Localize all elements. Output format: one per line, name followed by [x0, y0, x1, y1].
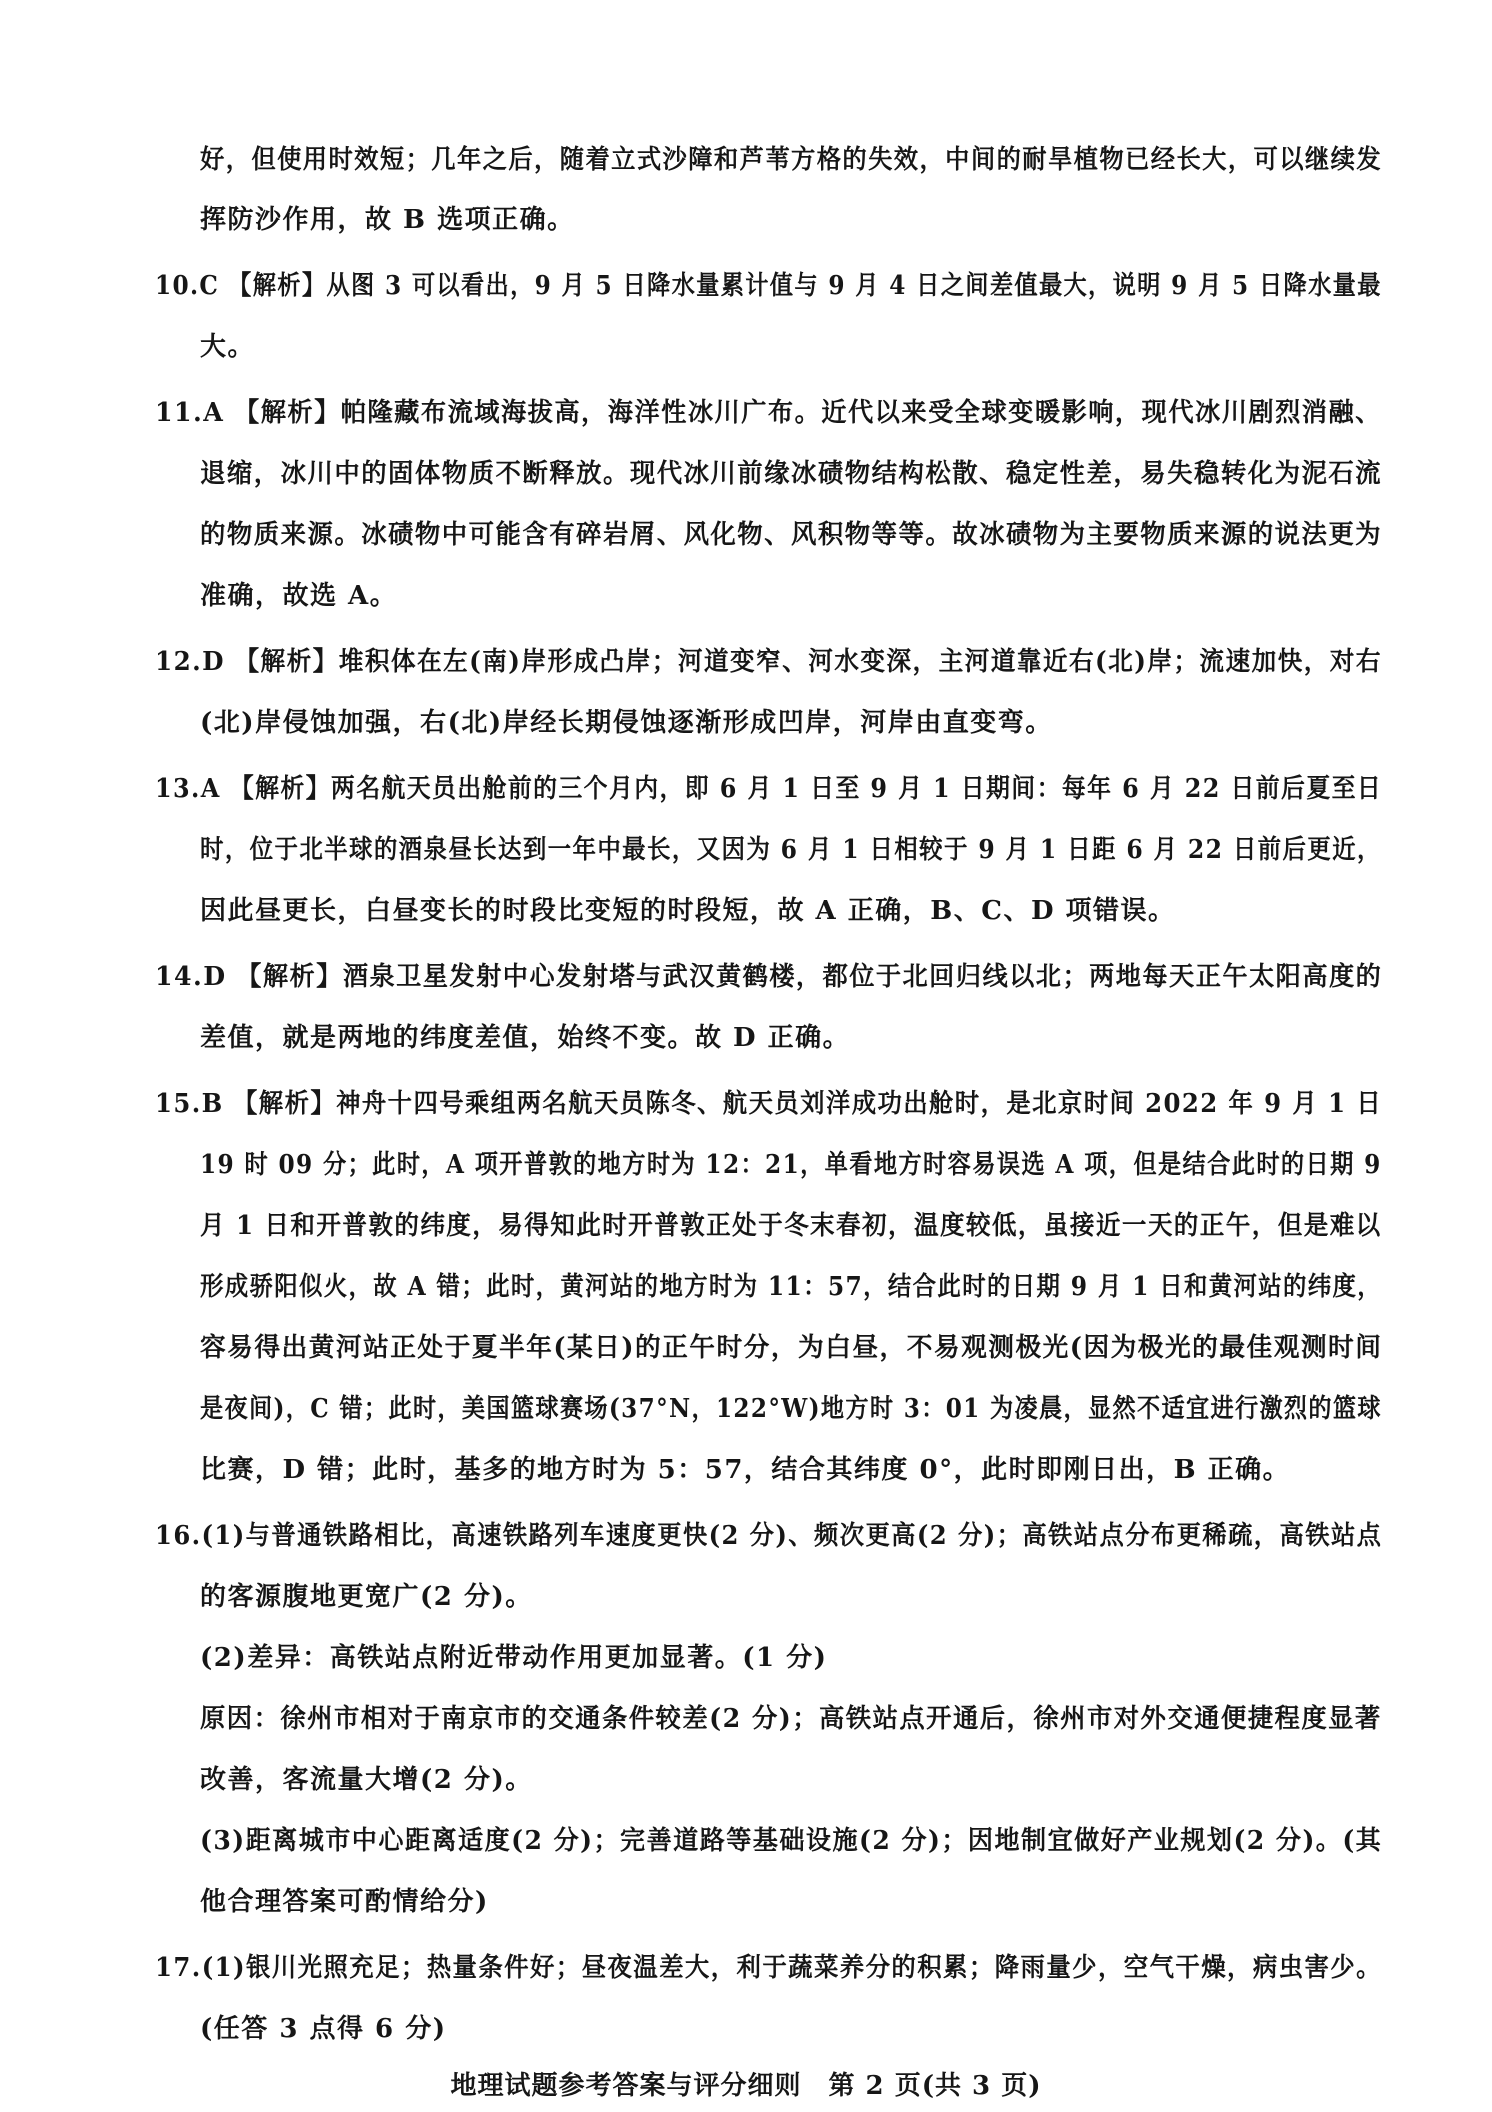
- text-line: 【解析】从图 3 可以看出，9 月 5 日降水量累计值与 9 月 4 日之间差值最大，说明 9 月 5 日降水量最: [228, 271, 1382, 301]
- answer-16: [155, 1516, 1382, 1556]
- text-line: 的物质来源。冰碛物中可能含有碎岩屑、风化物、风积物等等。故冰碛物为主要物质来源的说法更为: [200, 520, 1383, 550]
- answer-15: [155, 1084, 1382, 1124]
- text-line: 原因：徐州市相对于南京市的交通条件较差(2 分)；高铁站点开通后，徐州市对外交通便捷程度显著: [200, 1704, 1382, 1734]
- answer-10: [155, 266, 1382, 306]
- text-line: 因此昼更长，白昼变长的时段比变短的时段短，故 A 正确，B、C、D 项错误。: [200, 896, 1176, 926]
- text-line: (1)与普通铁路相比，高速铁路列车速度更快(2 分)、频次更高(2 分)；高铁站点分布更稀疏，高铁站点: [201, 1521, 1383, 1551]
- text-line: 形成骄阳似火，故 A 错；此时，黄河站的地方时为 11：57，结合此时的日期 9 月 1 日和黄河站的纬度，: [200, 1272, 1383, 1302]
- text-line: 【解析】帕隆藏布流域海拔高，海洋性冰川广布。近代以来受全球变暖影响，现代冰川剧烈消融、: [234, 398, 1382, 428]
- answer-17: [155, 1948, 1382, 1988]
- question-number: 10.C: [155, 271, 220, 301]
- question-number: 17.: [155, 1953, 202, 1983]
- question-number: 16.: [155, 1521, 202, 1551]
- answer-11: [155, 393, 1382, 433]
- question-number: 15.B: [155, 1089, 224, 1119]
- answer-14: [155, 957, 1382, 997]
- question-number: 12.D: [155, 647, 225, 677]
- text-line: 【解析】酒泉卫星发射中心发射塔与武汉黄鹤楼，都位于北回归线以北；两地每天正午太阳高度的: [236, 962, 1383, 992]
- text-line: 【解析】堆积体在左(南)岸形成凸岸；河道变窄、河水变深，主河道靠近右(北)岸；流速加快，对右: [234, 647, 1382, 677]
- text-line: 是夜间)，C 错；此时，美国篮球赛场(37°N，122°W)地方时 3：01 为凌晨，显然不适宜进行激烈的篮球: [200, 1394, 1382, 1424]
- text-line: 【解析】神舟十四号乘组两名航天员陈冬、航天员刘洋成功出舱时，是北京时间 2022 年 9 月 1 日: [233, 1089, 1383, 1119]
- question-number: 14.D: [155, 962, 227, 992]
- text-line: 好，但使用时效短；几年之后，随着立式沙障和芦苇方格的失效，中间的耐旱植物已经长大，可以继续发: [200, 145, 1383, 175]
- text-line: 差值，就是两地的纬度差值，始终不变。故 D 正确。: [200, 1023, 851, 1053]
- question-number: 11.A: [155, 398, 225, 428]
- answer-12: [155, 642, 1382, 682]
- text-line: 准确，故选 A。: [200, 581, 398, 611]
- text-line: 月 1 日和开普敦的纬度，易得知此时开普敦正处于冬末春初，温度较低，虽接近一天的正午，但是难以: [200, 1211, 1382, 1241]
- text-line: 大。: [200, 332, 256, 362]
- question-number: 13.A: [155, 774, 221, 804]
- text-line: (北)岸侵蚀加强，右(北)岸经长期侵蚀逐渐形成凹岸，河岸由直变弯。: [200, 708, 1053, 738]
- text-line: 挥防沙作用，故 B 选项正确。: [200, 205, 575, 235]
- text-line: 容易得出黄河站正处于夏半年(某日)的正午时分，为白昼，不易观测极光(因为极光的最佳观测时间: [200, 1333, 1383, 1363]
- text-line: (3)距离城市中心距离适度(2 分)；完善道路等基础设施(2 分)；因地制宜做好产业规划(2 分)。(其: [200, 1826, 1383, 1856]
- text-line: 退缩，冰川中的固体物质不断释放。现代冰川前缘冰碛物结构松散、稳定性差，易失稳转化为泥石流: [200, 459, 1383, 489]
- page-footer: 地理试题参考答案与评分细则 第 2 页(共 3 页): [450, 2071, 1042, 2101]
- text-line: (2)差异：高铁站点附近带动作用更加显著。(1 分): [200, 1643, 828, 1673]
- text-line: 【解析】两名航天员出舱前的三个月内，即 6 月 1 日至 9 月 1 日期间：每年 6 月 22 日前后夏至日: [229, 774, 1383, 804]
- text-line: 19 时 09 分；此时，A 项开普敦的地方时为 12：21，单看地方时容易误选 A 项，但是结合此时的日期 9: [200, 1150, 1382, 1180]
- text-line: 的客源腹地更宽广(2 分)。: [200, 1582, 533, 1612]
- text-line: (1)银川光照充足；热量条件好；昼夜温差大，利于蔬菜养分的积累；降雨量少，空气干燥，病虫害少。: [201, 1953, 1382, 1983]
- text-line: 比赛，D 错；此时，基多的地方时为 5：57，结合其纬度 0°，此时即刚日出，B 正确。: [200, 1455, 1291, 1485]
- text-line: 改善，客流量大增(2 分)。: [200, 1765, 533, 1795]
- text-line: 时，位于北半球的酒泉昼长达到一年中最长，又因为 6 月 1 日相较于 9 月 1 日距 6 月 22 日前后更近，: [200, 835, 1382, 865]
- text-line: (任答 3 点得 6 分): [200, 2014, 447, 2044]
- text-line: 他合理答案可酌情给分): [200, 1887, 489, 1917]
- answer-13: [155, 769, 1382, 809]
